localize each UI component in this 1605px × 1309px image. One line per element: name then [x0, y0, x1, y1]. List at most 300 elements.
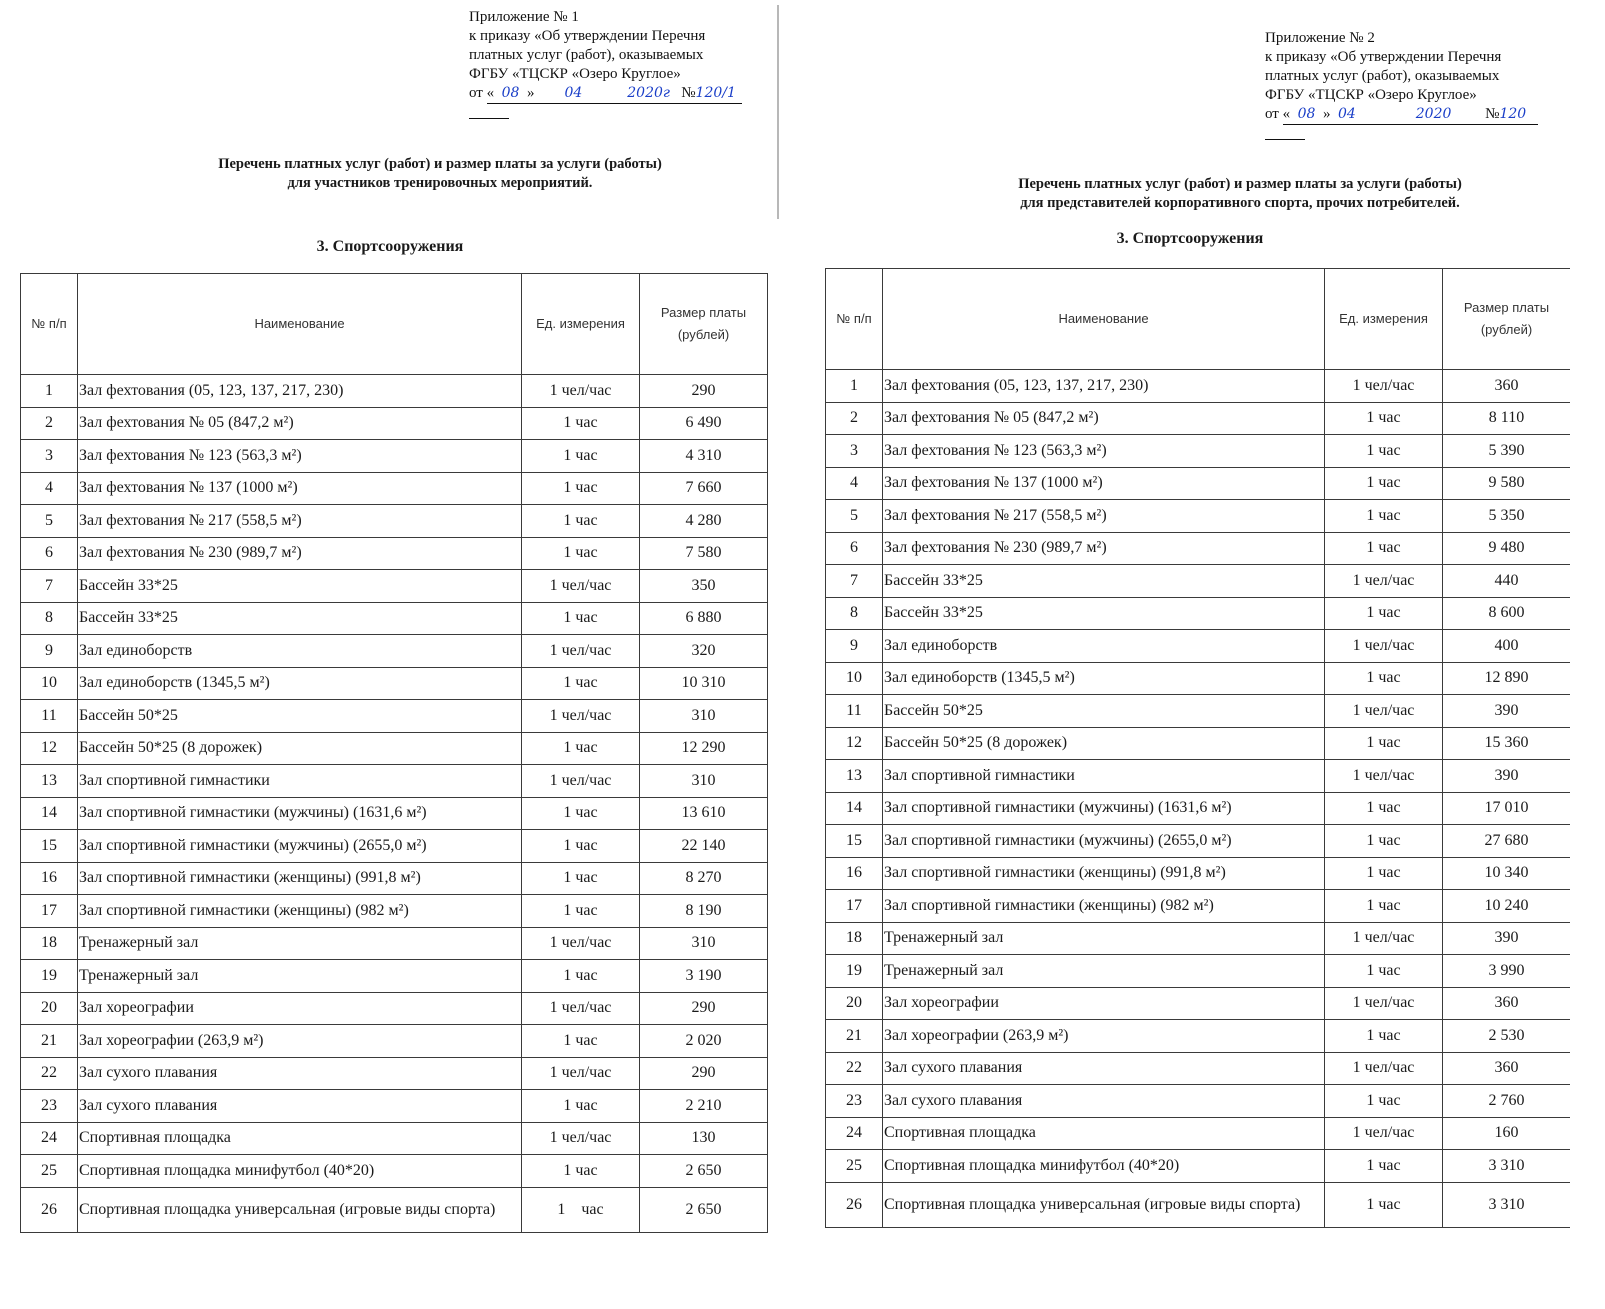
- row-name: Зал сухого плавания: [78, 1090, 522, 1123]
- row-name: Зал хореографии: [78, 992, 522, 1025]
- table-row: [826, 435, 1571, 468]
- table-row: [21, 472, 768, 505]
- row-price: 9 480: [1443, 532, 1571, 565]
- row-number: 14: [21, 797, 78, 830]
- row-name: Зал спортивной гимнастики (мужчины) (1631,6 м²): [78, 797, 522, 830]
- table-row: [826, 727, 1571, 760]
- document-title-line: Перечень платных услуг (работ) и размер платы за услуги (работы): [218, 156, 662, 172]
- row-name: Бассейн 50*25 (8 дорожек): [883, 727, 1325, 760]
- number-label: №: [681, 85, 696, 101]
- row-price: 4 310: [640, 440, 768, 473]
- row-name: Спортивная площадка: [883, 1117, 1325, 1150]
- row-price: 400: [1443, 630, 1571, 663]
- header-price: Размер платы (рублей): [640, 274, 768, 375]
- table-row: [826, 370, 1571, 403]
- row-unit: 1 час: [522, 830, 640, 863]
- row-name: Зал фехтования № 05 (847,2 м²): [883, 402, 1325, 435]
- table-row: [21, 765, 768, 798]
- row-price: 10 310: [640, 667, 768, 700]
- row-number: 26: [21, 1187, 78, 1232]
- row-unit: 1 час: [1325, 825, 1443, 858]
- table-row: [826, 922, 1571, 955]
- row-number: 6: [826, 532, 883, 565]
- row-name: Зал спортивной гимнастики (мужчины) (1631,6 м²): [883, 792, 1325, 825]
- row-price: 2 530: [1443, 1020, 1571, 1053]
- annex-line: к приказу «Об утверждении Перечня: [469, 28, 706, 44]
- row-unit: 1 чел/час: [1325, 922, 1443, 955]
- row-name: Зал спортивной гимнастики (женщины) (991,8 м²): [883, 857, 1325, 890]
- row-number: 26: [826, 1182, 883, 1227]
- annex-line: платных услуг (работ), оказываемых: [469, 47, 704, 63]
- row-price: 8 190: [640, 895, 768, 928]
- table-row: [826, 955, 1571, 988]
- row-unit: 1 чел/час: [522, 765, 640, 798]
- table-row: [826, 1052, 1571, 1085]
- row-name: Зал фехтования № 230 (989,7 м²): [883, 532, 1325, 565]
- row-price: 5 390: [1443, 435, 1571, 468]
- row-number: 11: [21, 700, 78, 733]
- row-name: Бассейн 33*25: [883, 597, 1325, 630]
- table-header-row: [21, 274, 768, 375]
- table-row: [826, 987, 1571, 1020]
- header-name: Наименование: [78, 274, 522, 375]
- row-unit: 1 час: [1325, 662, 1443, 695]
- row-unit: 1 чел/час: [522, 375, 640, 408]
- row-number: 20: [826, 987, 883, 1020]
- row-price: 22 140: [640, 830, 768, 863]
- row-price: 3 990: [1443, 955, 1571, 988]
- row-price: 290: [640, 1057, 768, 1090]
- row-number: 17: [826, 890, 883, 923]
- row-name: Бассейн 50*25: [883, 695, 1325, 728]
- row-unit: 1 час: [522, 960, 640, 993]
- row-number: 6: [21, 537, 78, 570]
- table-row: [21, 667, 768, 700]
- document-title-line: Перечень платных услуг (работ) и размер платы за услуги (работы): [1018, 176, 1462, 192]
- row-number: 4: [21, 472, 78, 505]
- row-number: 16: [21, 862, 78, 895]
- table-row: [826, 402, 1571, 435]
- row-price: 360: [1443, 987, 1571, 1020]
- table-row: [21, 862, 768, 895]
- annex-header: [469, 8, 769, 119]
- table-row: [21, 1025, 768, 1058]
- row-name: Зал спортивной гимнастики (мужчины) (2655,0 м²): [78, 830, 522, 863]
- row-name: Зал фехтования № 05 (847,2 м²): [78, 407, 522, 440]
- row-price: 8 110: [1443, 402, 1571, 435]
- row-number: 25: [21, 1155, 78, 1188]
- row-price: 3 310: [1443, 1182, 1571, 1227]
- row-unit: 1 чел/час: [1325, 760, 1443, 793]
- row-unit: 1 чел/час: [1325, 630, 1443, 663]
- row-unit: 1 час: [522, 895, 640, 928]
- row-name: Спортивная площадка: [78, 1122, 522, 1155]
- row-name: Зал фехтования № 123 (563,3 м²): [883, 435, 1325, 468]
- row-name: Тренажерный зал: [883, 955, 1325, 988]
- row-price: 3 190: [640, 960, 768, 993]
- header-num: № п/п: [21, 274, 78, 375]
- row-number: 13: [21, 765, 78, 798]
- row-name: Зал сухого плавания: [883, 1085, 1325, 1118]
- row-number: 22: [826, 1052, 883, 1085]
- row-unit: 1 час: [522, 1025, 640, 1058]
- row-name: Зал хореографии (263,9 м²): [883, 1020, 1325, 1053]
- row-price: 15 360: [1443, 727, 1571, 760]
- table-row: [21, 635, 768, 668]
- table-row: [21, 407, 768, 440]
- row-unit: 1 час: [1325, 500, 1443, 533]
- annex-title: Приложение № 2: [1265, 30, 1375, 46]
- table-row: [826, 662, 1571, 695]
- row-unit: 1 чел/час: [522, 992, 640, 1025]
- table-row: [826, 467, 1571, 500]
- row-unit: 1 час: [522, 732, 640, 765]
- row-name: Зал фехтования № 137 (1000 м²): [883, 467, 1325, 500]
- row-price: 27 680: [1443, 825, 1571, 858]
- row-unit: 1 час: [522, 1155, 640, 1188]
- row-name: Зал сухого плавания: [78, 1057, 522, 1090]
- row-name: Зал единоборств (1345,5 м²): [883, 662, 1325, 695]
- table-row: [826, 500, 1571, 533]
- row-name: Бассейн 33*25: [883, 565, 1325, 598]
- row-price: 2 760: [1443, 1085, 1571, 1118]
- row-price: 390: [1443, 695, 1571, 728]
- row-name: Зал спортивной гимнастики (женщины) (982 м²): [78, 895, 522, 928]
- table-row: [826, 532, 1571, 565]
- table-row: [21, 830, 768, 863]
- table-row: [826, 760, 1571, 793]
- row-price: 10 240: [1443, 890, 1571, 923]
- row-unit: 1 час: [522, 505, 640, 538]
- table-row: [826, 695, 1571, 728]
- annex-line: ФГБУ «ТЦСКР «Озеро Круглое»: [1265, 87, 1477, 103]
- row-number: 21: [21, 1025, 78, 1058]
- header-num: № п/п: [826, 269, 883, 370]
- order-number: 120: [1499, 106, 1527, 122]
- row-unit: 1 час: [1325, 792, 1443, 825]
- row-number: 22: [21, 1057, 78, 1090]
- row-number: 21: [826, 1020, 883, 1053]
- row-number: 23: [826, 1085, 883, 1118]
- table-row: [826, 792, 1571, 825]
- row-unit: 1 час: [522, 537, 640, 570]
- section-title: 3. Спортсооружения: [316, 238, 464, 255]
- row-price: 160: [1443, 1117, 1571, 1150]
- row-price: 17 010: [1443, 792, 1571, 825]
- row-name: Зал фехтования № 137 (1000 м²): [78, 472, 522, 505]
- row-unit: 1 час: [1325, 435, 1443, 468]
- annex-1-page: [0, 0, 780, 1309]
- price-table: [825, 268, 1570, 1228]
- row-unit: 1 чел/час: [1325, 565, 1443, 598]
- row-unit: 1 час: [1325, 890, 1443, 923]
- table-body: [826, 370, 1571, 1228]
- row-price: 6 490: [640, 407, 768, 440]
- row-price: 2 210: [640, 1090, 768, 1123]
- row-price: 130: [640, 1122, 768, 1155]
- row-unit: 1 час: [1325, 857, 1443, 890]
- annex-header: [1265, 29, 1565, 140]
- row-unit: 1 час: [1325, 1020, 1443, 1053]
- row-price: 390: [1443, 922, 1571, 955]
- row-price: 310: [640, 765, 768, 798]
- row-name: Зал хореографии: [883, 987, 1325, 1020]
- annex-line: к приказу «Об утверждении Перечня: [1265, 49, 1502, 65]
- table-row: [21, 375, 768, 408]
- table-row: [826, 825, 1571, 858]
- row-price: 360: [1443, 1052, 1571, 1085]
- table-row: [826, 597, 1571, 630]
- table-row: [826, 1150, 1571, 1183]
- row-price: 7 660: [640, 472, 768, 505]
- row-unit: 1 час: [522, 667, 640, 700]
- row-unit: 1 час: [522, 797, 640, 830]
- document-title-line: для представителей корпоративного спорта, прочих потребителей.: [1020, 195, 1460, 211]
- row-number: 20: [21, 992, 78, 1025]
- row-price: 8 600: [1443, 597, 1571, 630]
- table-row: [21, 960, 768, 993]
- row-number: 1: [21, 375, 78, 408]
- row-price: 290: [640, 375, 768, 408]
- row-number: 7: [21, 570, 78, 603]
- row-price: 2 020: [640, 1025, 768, 1058]
- date-prefix: от: [1265, 106, 1279, 122]
- row-unit: 1 час: [1325, 402, 1443, 435]
- row-unit: 1 чел/час: [522, 1122, 640, 1155]
- row-name: Зал спортивной гимнастики: [883, 760, 1325, 793]
- annex-line: платных услуг (работ), оказываемых: [1265, 68, 1500, 84]
- header-unit: Ед. измерения: [1325, 269, 1443, 370]
- row-price: 2 650: [640, 1187, 768, 1232]
- row-number: 23: [21, 1090, 78, 1123]
- short-rule: [469, 118, 509, 119]
- row-price: 6 880: [640, 602, 768, 635]
- table-row: [21, 700, 768, 733]
- row-name: Бассейн 50*25: [78, 700, 522, 733]
- row-number: 5: [826, 500, 883, 533]
- date-underline: « 08 » 04 2020г №120/1: [487, 84, 742, 104]
- date-month: 04: [564, 85, 583, 101]
- row-unit: 1 час: [522, 602, 640, 635]
- row-number: 7: [826, 565, 883, 598]
- row-number: 8: [826, 597, 883, 630]
- table-row: [21, 1122, 768, 1155]
- row-number: 17: [21, 895, 78, 928]
- table-row: [826, 1182, 1571, 1227]
- table-row: [21, 1090, 768, 1123]
- order-date-line: [1265, 105, 1565, 125]
- row-number: 16: [826, 857, 883, 890]
- table-row: [826, 1085, 1571, 1118]
- row-price: 3 310: [1443, 1150, 1571, 1183]
- row-price: 10 340: [1443, 857, 1571, 890]
- order-date-line: [469, 84, 769, 104]
- table-row: [21, 570, 768, 603]
- table-row: [826, 1117, 1571, 1150]
- row-unit: 1 час: [1325, 955, 1443, 988]
- row-unit: 1 час: [1325, 532, 1443, 565]
- row-number: 2: [826, 402, 883, 435]
- row-number: 25: [826, 1150, 883, 1183]
- row-number: 24: [21, 1122, 78, 1155]
- row-unit: 1 час: [522, 1090, 640, 1123]
- table-row: [21, 602, 768, 635]
- header-name: Наименование: [883, 269, 1325, 370]
- row-name: Зал фехтования № 217 (558,5 м²): [883, 500, 1325, 533]
- table-row: [21, 537, 768, 570]
- price-table: [20, 273, 768, 1233]
- table-row: [826, 857, 1571, 890]
- row-unit: 1 чел/час: [1325, 1052, 1443, 1085]
- row-name: Зал фехтования (05, 123, 137, 217, 230): [78, 375, 522, 408]
- row-name: Зал спортивной гимнастики (женщины) (991,8 м²): [78, 862, 522, 895]
- row-number: 19: [826, 955, 883, 988]
- row-number: 10: [826, 662, 883, 695]
- row-number: 12: [826, 727, 883, 760]
- row-name: Зал единоборств: [883, 630, 1325, 663]
- row-name: Спортивная площадка минифутбол (40*20): [78, 1155, 522, 1188]
- row-unit: 1 час: [522, 440, 640, 473]
- row-name: Тренажерный зал: [78, 927, 522, 960]
- row-unit: 1 час: [1325, 1150, 1443, 1183]
- row-number: 15: [21, 830, 78, 863]
- table-row: [21, 732, 768, 765]
- row-unit: 1 час: [1325, 727, 1443, 760]
- row-name: Зал хореографии (263,9 м²): [78, 1025, 522, 1058]
- row-price: 320: [640, 635, 768, 668]
- table-row: [826, 630, 1571, 663]
- date-prefix: от: [469, 85, 483, 101]
- order-number: 120/1: [695, 85, 736, 101]
- table-row: [21, 992, 768, 1025]
- row-price: 5 350: [1443, 500, 1571, 533]
- number-label: №: [1485, 106, 1500, 122]
- row-price: 4 280: [640, 505, 768, 538]
- table-row: [826, 890, 1571, 923]
- row-unit: 1 чел/час: [1325, 1117, 1443, 1150]
- row-number: 14: [826, 792, 883, 825]
- row-number: 15: [826, 825, 883, 858]
- row-unit: 1 час: [522, 472, 640, 505]
- row-unit: 1 чел/час: [522, 1057, 640, 1090]
- row-name: Бассейн 33*25: [78, 570, 522, 603]
- row-number: 9: [21, 635, 78, 668]
- row-name: Зал фехтования (05, 123, 137, 217, 230): [883, 370, 1325, 403]
- row-price: 350: [640, 570, 768, 603]
- row-number: 10: [21, 667, 78, 700]
- table-body: [21, 375, 768, 1233]
- row-number: 5: [21, 505, 78, 538]
- document-title-line: для участников тренировочных мероприятий.: [287, 175, 593, 191]
- row-unit: 1 чел/час: [522, 700, 640, 733]
- row-name: Зал единоборств: [78, 635, 522, 668]
- row-name: Бассейн 50*25 (8 дорожек): [78, 732, 522, 765]
- row-number: 11: [826, 695, 883, 728]
- row-number: 1: [826, 370, 883, 403]
- annex-title: Приложение № 1: [469, 9, 579, 25]
- row-unit: 1 час: [522, 862, 640, 895]
- date-year: 2020г: [627, 85, 670, 101]
- row-unit: 1 чел/час: [522, 570, 640, 603]
- row-unit: 1 час: [1325, 1182, 1443, 1227]
- date-underline: « 08 » 04 2020 №120: [1283, 105, 1538, 125]
- row-number: 4: [826, 467, 883, 500]
- table-row: [21, 505, 768, 538]
- date-day: 08: [1297, 106, 1316, 122]
- row-price: 9 580: [1443, 467, 1571, 500]
- row-name: Зал спортивной гимнастики (мужчины) (2655,0 м²): [883, 825, 1325, 858]
- row-price: 12 290: [640, 732, 768, 765]
- row-price: 310: [640, 927, 768, 960]
- row-unit: 1 чел/час: [1325, 370, 1443, 403]
- row-number: 3: [826, 435, 883, 468]
- row-number: 18: [826, 922, 883, 955]
- row-name: Тренажерный зал: [883, 922, 1325, 955]
- row-unit: 1 чел/час: [1325, 695, 1443, 728]
- row-name: Зал фехтования № 217 (558,5 м²): [78, 505, 522, 538]
- table-row: [21, 1057, 768, 1090]
- row-name: Спортивная площадка минифутбол (40*20): [883, 1150, 1325, 1183]
- row-price: 290: [640, 992, 768, 1025]
- document-title: [150, 155, 730, 193]
- document-title: [950, 175, 1530, 213]
- row-unit: 1 час: [1325, 467, 1443, 500]
- table-row: [21, 1187, 768, 1232]
- row-name: Спортивная площадка универсальная (игровые виды спорта): [78, 1187, 522, 1232]
- row-price: 2 650: [640, 1155, 768, 1188]
- row-price: 390: [1443, 760, 1571, 793]
- row-name: Бассейн 33*25: [78, 602, 522, 635]
- row-price: 12 890: [1443, 662, 1571, 695]
- annex-line: ФГБУ «ТЦСКР «Озеро Круглое»: [469, 66, 681, 82]
- row-number: 2: [21, 407, 78, 440]
- row-price: 8 270: [640, 862, 768, 895]
- table-row: [21, 797, 768, 830]
- header-price: Размер платы (рублей): [1443, 269, 1571, 370]
- row-unit: 1 чел/час: [1325, 987, 1443, 1020]
- row-price: 7 580: [640, 537, 768, 570]
- row-name: Зал спортивной гимнастики (женщины) (982 м²): [883, 890, 1325, 923]
- annex-2-page: [810, 0, 1605, 1309]
- row-unit: 1 чел/час: [522, 927, 640, 960]
- table-row: [21, 440, 768, 473]
- row-unit: 1 чел/час: [522, 635, 640, 668]
- row-number: 8: [21, 602, 78, 635]
- short-rule: [1265, 139, 1305, 140]
- row-price: 360: [1443, 370, 1571, 403]
- table-row: [21, 927, 768, 960]
- row-unit: 1 час: [522, 1187, 640, 1232]
- table-row: [21, 1155, 768, 1188]
- row-name: Зал спортивной гимнастики: [78, 765, 522, 798]
- row-name: Зал фехтования № 230 (989,7 м²): [78, 537, 522, 570]
- header-unit: Ед. измерения: [522, 274, 640, 375]
- page-divider: [777, 5, 779, 219]
- row-number: 13: [826, 760, 883, 793]
- row-unit: 1 час: [522, 407, 640, 440]
- row-name: Зал сухого плавания: [883, 1052, 1325, 1085]
- table-row: [826, 565, 1571, 598]
- row-name: Тренажерный зал: [78, 960, 522, 993]
- row-name: Спортивная площадка универсальная (игровые виды спорта): [883, 1182, 1325, 1227]
- row-unit: 1 час: [1325, 597, 1443, 630]
- row-price: 13 610: [640, 797, 768, 830]
- row-number: 18: [21, 927, 78, 960]
- row-unit: 1 час: [1325, 1085, 1443, 1118]
- row-number: 19: [21, 960, 78, 993]
- row-price: 310: [640, 700, 768, 733]
- table-header-row: [826, 269, 1571, 370]
